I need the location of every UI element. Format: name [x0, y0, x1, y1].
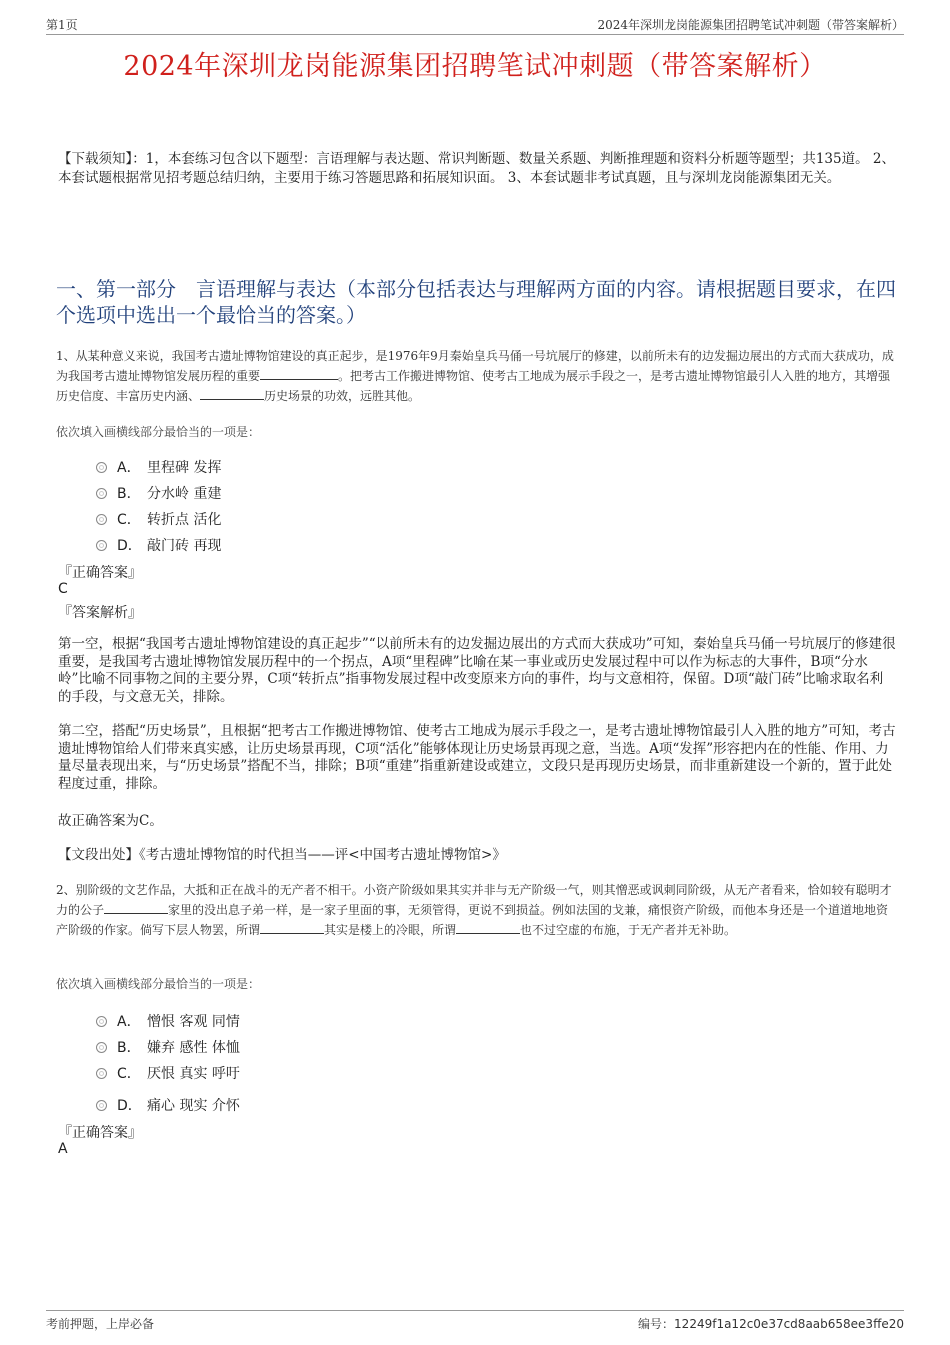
question-1-text: 1、从某种意义来说，我国考古遗址博物馆建设的真正起步，是1976年9月秦始皇兵马俑一号坑展厅的修建，以前所未有的边发掘边展出的方式而大获成功，成为我国考古遗址博物馆发展历程的重要 。把考古工作搬进博物馆、使考古工地成为展示手段之一，是考古遗址博物馆最引人入胜的地方，其增强历史信度、丰富历史内涵、 历史场景的功效，远胜其他。: [56, 349, 894, 403]
radio-icon[interactable]: [96, 488, 107, 499]
question-1-prompt: 依次填入画横线部分最恰当的一项是：: [56, 425, 261, 439]
question-2-prompt: 依次填入画横线部分最恰当的一项是：: [56, 977, 261, 991]
q1-conclusion: 故正确答案为C。: [58, 813, 163, 829]
footer-slogan: 考前押题，上岸必备: [46, 1317, 155, 1331]
radio-icon[interactable]: [96, 462, 107, 473]
download-notice: 【下载须知】：1，本套练习包含以下题型：言语理解与表达题、常识判断题、数量关系题、判断推理题和资料分析题等题型；共135道。 2、本套试题根据常见招考题总结归纳，主要用于练习答题思路和拓展知识面。 3、本套试题非考试真题，且与深圳龙岗能源集团无关。: [58, 151, 895, 186]
blank-line: [456, 923, 520, 934]
blank-line: [260, 369, 338, 380]
q2-option-a[interactable]: A． 憎恨 客观 同情: [96, 1011, 240, 1031]
q1-analysis-label: 『答案解析』: [58, 605, 142, 621]
header-doc-title: 2024年深圳龙岗能源集团招聘笔试冲刺题（带答案解析）: [597, 18, 904, 32]
q1-option-d[interactable]: D． 敲门砖 再现: [96, 535, 221, 555]
page-number: 第1页: [46, 18, 78, 32]
section-title: 一、第一部分 言语理解与表达（本部分包括表达与理解两方面的内容。请根据题目要求，在四个选项中选出一个最恰当的答案。）: [56, 277, 896, 327]
blank-line: [104, 903, 168, 914]
radio-icon[interactable]: [96, 514, 107, 525]
q1-option-b[interactable]: B． 分水岭 重建: [96, 483, 221, 503]
q2-option-d[interactable]: D． 痛心 现实 介怀: [96, 1095, 240, 1115]
q1-analysis-1: 第一空，根据“我国考古遗址博物馆建设的真正起步”“以前所未有的边发掘边展出的方式而大获成功”可知，秦始皇兵马俑一号坑展厅的修建很重要，是我国考古遗址博物馆发展历程中的一个拐点，A项“里程碑”比喻在某一事业或历史发展过程中可以作为标志的大事件，B项“分水岭”比喻不同事物之间的主要分界，C项“转折点”指事物发展过程中改变原来方向的事件，均与文意相符，保留。D项“敲门砖”比喻求取名利的手段，与文意无关，排除。: [58, 636, 896, 705]
q2-option-c[interactable]: C． 厌恨 真实 呼吁: [96, 1063, 240, 1083]
q2-answer-label: 『正确答案』: [58, 1125, 142, 1141]
q1-source: 【文段出处】《考古遗址博物馆的时代担当——评<中国考古遗址博物馆>》: [58, 847, 506, 863]
question-2-text: 2、别阶级的文艺作品，大抵和正在战斗的无产者不相干。小资产阶级如果其实并非与无产阶级一气，则其憎恶或讽刺同阶级，从无产者看来，恰如较有聪明才力的公子 家里的没出息子弟一样，是一家子里面的事，无须管得，更说不到损益。例如法国的戈兼，痛恨资产阶级，而他本身还是一个道道地地资产阶级的作家。倘写下层人物罢，所谓 其实是楼上的冷眼，所谓 也不过空虚的布施，于无产者并无补助。: [56, 883, 892, 937]
q1-option-a[interactable]: A． 里程碑 发挥: [96, 457, 221, 477]
radio-icon[interactable]: [96, 1100, 107, 1111]
radio-icon[interactable]: [96, 540, 107, 551]
q1-answer-label: 『正确答案』: [58, 565, 142, 581]
q1-analysis-2: 第二空，搭配“历史场景”，且根据“把考古工作搬进博物馆、使考古工地成为展示手段之一，是考古遗址博物馆最引人入胜的地方”可知，考古遗址博物馆给人们带来真实感，让历史场景再现，C项“活化”能够体现让历史场景再现之意，当选。A项“发挥”形容把内在的性能、作用、力量尽量表现出来，与“历史场景”搭配不当，排除；B项“重建”指重新建设或建立，文段只是再现历史场景，而非重新建设一个新的，置于此处程度过重，排除。: [58, 723, 896, 792]
q2-answer: A: [58, 1141, 68, 1157]
radio-icon[interactable]: [96, 1016, 107, 1027]
q1-answer: C: [58, 581, 68, 597]
page-header: [46, 14, 904, 35]
blank-line: [200, 389, 264, 400]
radio-icon[interactable]: [96, 1068, 107, 1079]
footer-code: 编号：12249f1a12c0e37cd8aab658ee3ffe20: [638, 1317, 904, 1331]
radio-icon[interactable]: [96, 1042, 107, 1053]
q2-option-b[interactable]: B． 嫌弃 感性 体恤: [96, 1037, 240, 1057]
q1-option-c[interactable]: C． 转折点 活化: [96, 509, 221, 529]
blank-line: [260, 923, 324, 934]
page-footer: [46, 1310, 904, 1331]
document-title: 2024年深圳龙岗能源集团招聘笔试冲刺题（带答案解析）: [123, 51, 827, 82]
